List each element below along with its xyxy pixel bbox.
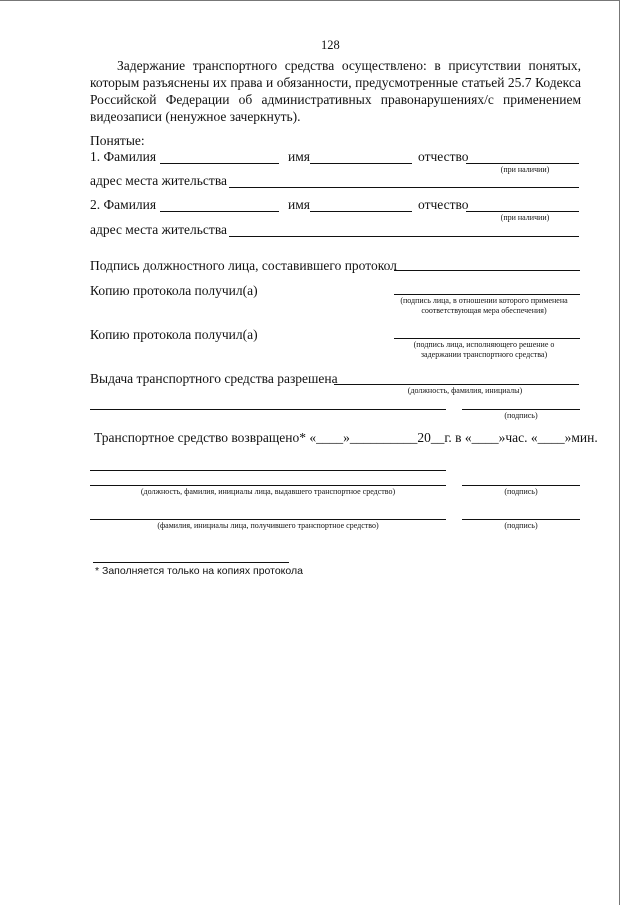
witness-1-surname-label: 1. Фамилия <box>90 149 157 164</box>
witness-1-patronymic-field[interactable] <box>466 163 579 164</box>
copy-received-2-caption-line-1: (подпись лица, исполняющего решение о <box>413 340 555 349</box>
release-position-field[interactable] <box>90 409 446 410</box>
footnote-separator <box>93 562 289 563</box>
page-number: 128 <box>321 38 340 52</box>
issuer-extra-field[interactable] <box>90 470 446 471</box>
witness-2-name-label: имя <box>288 197 310 212</box>
receiver-signature-field[interactable] <box>462 519 580 520</box>
release-signature-field[interactable] <box>462 409 580 410</box>
intro-line-1: Задержание транспортного средства осуществлено: в присутствии понятых, <box>117 58 581 73</box>
scan-edge-right <box>619 0 620 905</box>
official-signature-field[interactable] <box>394 270 580 271</box>
witness-2-surname-field[interactable] <box>160 211 279 212</box>
release-allowed-label: Выдача транспортного средства разрешена <box>90 371 338 386</box>
witness-2-address-label: адрес места жительства <box>90 222 228 237</box>
intro-line-4: видеозаписи (ненужное зачеркнуть). <box>90 109 301 124</box>
witnesses-heading: Понятые: <box>90 133 145 148</box>
witness-1-address-field[interactable] <box>229 187 579 188</box>
witness-1-address-label: адрес места жительства <box>90 173 228 188</box>
intro-line-2: которым разъяснены их права и обязанности, предусмотренные статьей 25.7 Кодекса <box>90 75 581 90</box>
receiver-caption: (фамилия, инициалы лица, получившего транспортное средство) <box>157 521 379 530</box>
intro-line-3: Российской Федерации об административных правонарушениях/с применением <box>90 92 581 107</box>
copy-received-2-caption-line-2: задержании транспортного средства) <box>420 350 548 359</box>
witness-1-name-label: имя <box>288 149 310 164</box>
copy-received-1-signature-field[interactable] <box>394 294 580 295</box>
release-signature-caption: (подпись) <box>504 411 538 420</box>
witness-1-surname-field[interactable] <box>160 163 279 164</box>
receiver-name-field[interactable] <box>90 519 446 520</box>
witness-2-address-field[interactable] <box>229 236 579 237</box>
copy-received-1-label: Копию протокола получил(а) <box>90 283 258 298</box>
release-position-caption: (должность, фамилия, инициалы) <box>407 386 523 395</box>
issuer-signature-field[interactable] <box>462 485 580 486</box>
receiver-signature-caption: (подпись) <box>504 521 538 530</box>
witness-2-name-field[interactable] <box>310 211 412 212</box>
scan-edge-top <box>0 0 620 1</box>
copy-received-1-caption-line-2: соответствующая мера обеспечения) <box>421 306 547 315</box>
witness-1-if-any-caption: (при наличии) <box>500 165 550 174</box>
vehicle-returned-line: Транспортное средство возвращено* «____»__________20__г. в «____»час. «____»мин. <box>94 430 598 445</box>
witness-2-patronymic-field[interactable] <box>466 211 579 212</box>
witness-1-patronymic-label: отчество <box>418 149 469 164</box>
copy-received-1-caption-line-1: (подпись лица, в отношении которого применена <box>400 296 568 305</box>
witness-2-if-any-caption: (при наличии) <box>500 213 550 222</box>
copy-received-2-signature-field[interactable] <box>394 338 580 339</box>
witness-2-surname-label: 2. Фамилия <box>90 197 157 212</box>
issuer-position-field[interactable] <box>90 485 446 486</box>
copy-received-2-label: Копию протокола получил(а) <box>90 327 258 342</box>
issuer-signature-caption: (подпись) <box>504 487 538 496</box>
issuer-caption: (должность, фамилия, инициалы лица, выдавшего транспортное средство) <box>140 487 396 496</box>
official-signature-label: Подпись должностного лица, составившего протокол <box>90 258 397 273</box>
witness-1-name-field[interactable] <box>310 163 412 164</box>
witness-2-patronymic-label: отчество <box>418 197 469 212</box>
footnote-text: * Заполняется только на копиях протокола <box>95 565 303 577</box>
release-allowed-field[interactable] <box>334 384 579 385</box>
